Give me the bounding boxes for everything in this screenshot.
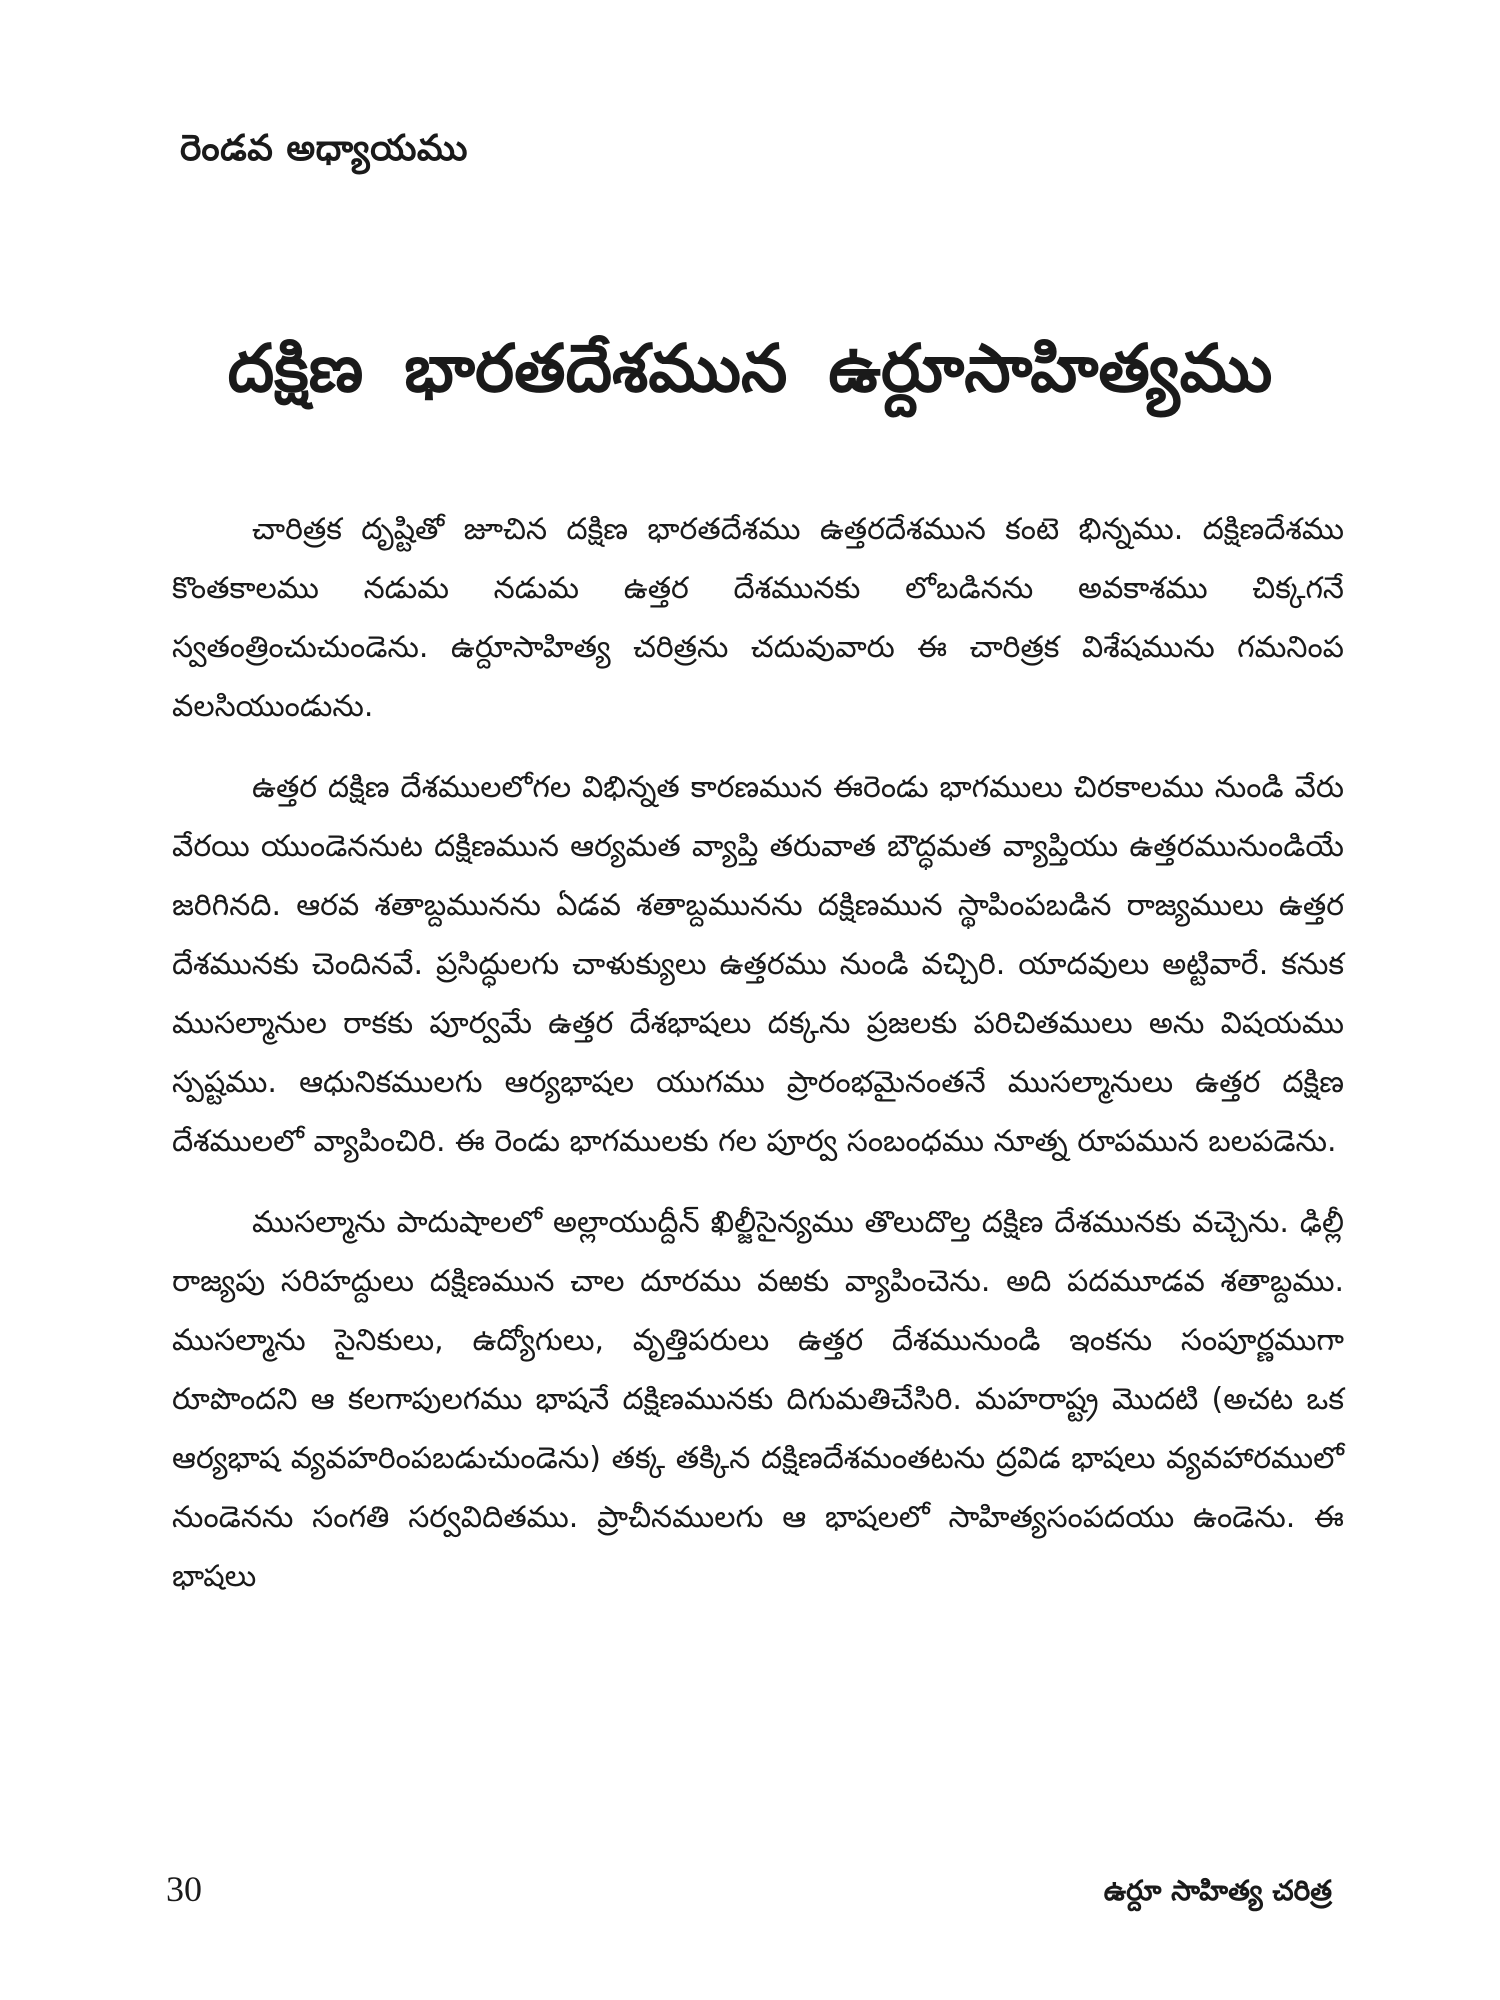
paragraph-2: ఉత్తర దక్షిణ దేశములలోగల విభిన్నత కారణమున ఈరెండు భాగములు చిరకాలము నుండి వేరు వేరయి యుండెననుట దక్షిణమున ఆర్యమత వ్యాప్తి తరువాత బౌద్ధమత వ్యాప్తియు ఉత్తరమునుండియే జరిగినది. ఆరవ శతాబ్దమునను ఏడవ శతాబ్దమునను దక్షిణమున స్థాపింపబడిన రాజ్యములు ఉత్తర దేశమునకు చెందినవే. ప్రసిద్ధులగు చాళుక్యులు ఉత్తరము నుండి వచ్చిరి. యాదవులు అట్టివారే. కనుక ముసల్మానుల రాకకు పూర్వమే ఉత్తర దేశభాషలు దక్కను ప్రజలకు పరిచితములు అను విషయము స్పష్టము. ఆధునికములగు ఆర్యభాషల యుగము ప్రారంభమైనంతనే ముసల్మానులు ఉత్తర దక్షిణ దేశములలో వ్యాపించిరి. ఈ రెండు భాగములకు గల పూర్వ సంబంధము నూత్న రూపమున బలపడెను. — [172, 770, 1344, 1159]
running-footer-title: ఉర్దూ సాహిత్య చరిత్ర — [1103, 1874, 1332, 1907]
page-number: 30 — [166, 1869, 202, 1909]
body-text — [172, 500, 1344, 1628]
chapter-heading: రెండవ అధ్యాయము — [180, 128, 468, 169]
page-title: దక్షిణ భారతదేశమున ఉర్దూసాహిత్యము — [227, 330, 1273, 407]
paragraph-1: చారిత్రక దృష్టితో జూచిన దక్షిణ భారతదేశము ఉత్తరదేశమున కంటె భిన్నము. దక్షిణదేశము కొంతకాలము నడుమ నడుమ ఉత్తర దేశమునకు లోబడినను అవకాశము చిక్కగనే స్వతంత్రించుచుండెను. ఉర్దూసాహిత్య చరిత్రను చదువువారు ఈ చారిత్రక విశేషమును గమనింప వలసియుండును. — [172, 512, 1344, 724]
paragraph-3: ముసల్మాను పాదుషాలలో అల్లాయుద్దీన్ ఖిల్జీసైన్యము తొలుదొల్త దక్షిణ దేశమునకు వచ్చెను. ఢిల్లీ రాజ్యపు సరిహద్దులు దక్షిణమున చాల దూరము వఱకు వ్యాపించెను. అది పదమూడవ శతాబ్దము. ముసల్మాను సైనికులు, ఉద్యోగులు, వృత్తిపరులు ఉత్తర దేశమునుండి ఇంకను సంపూర్ణముగా రూపొందని ఆ కలగాపులగము భాషనే దక్షిణమునకు దిగుమతిచేసిరి. మహరాష్ట్ర మొదటి (అచట ఒక ఆర్యభాష వ్యవహరింపబడుచుండెను) తక్క తక్కిన దక్షిణదేశమంతటను ద్రవిడ భాషలు వ్యవహారములో నుండెనను సంగతి సర్వవిదితము. ప్రాచీనములగు ఆ భాషలలో సాహిత్యసంపదయు ఉండెను. ఈ భాషలు — [172, 1205, 1344, 1594]
